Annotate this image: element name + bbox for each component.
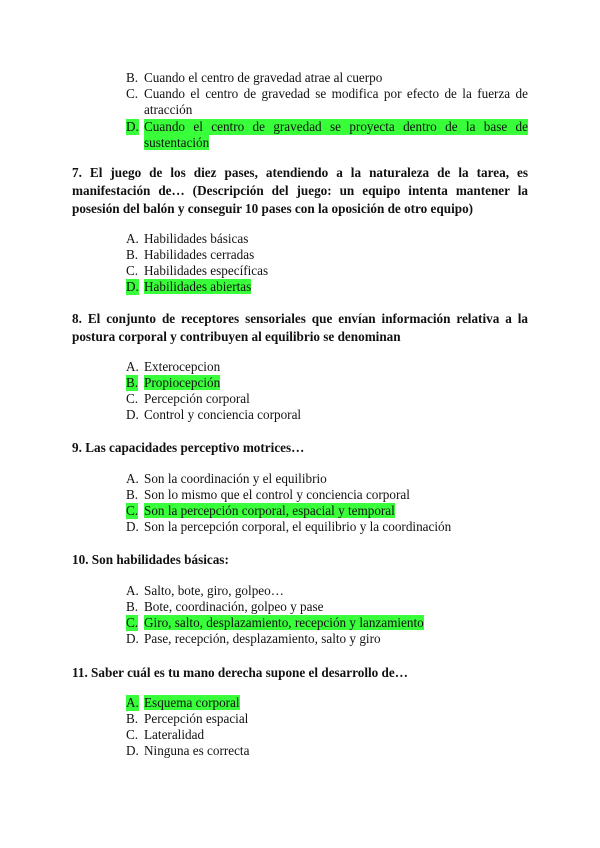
q10-option-d: D. Pase, recepción, desplazamiento, salto y giro	[126, 631, 381, 646]
q9-option-d: D. Son la percepción corporal, el equilibrio y la coordinación	[126, 519, 452, 534]
q11-option-b: B. Percepción espacial	[126, 711, 249, 726]
q7-option-d-correct: D. Habilidades abiertas	[126, 279, 252, 294]
q7-option-c: C. Habilidades específicas	[126, 263, 269, 278]
q6-option-c: C. Cuando el centro de gravedad se modifica por efecto de la fuerza de atracción	[126, 86, 528, 117]
q10-question: 10. Son habilidades básicas:	[72, 552, 229, 567]
q8-option-a: A. Exterocepcion	[126, 359, 221, 374]
q9-question: 9. Las capacidades perceptivo motrices…	[72, 440, 305, 455]
q11-option-c: C. Lateralidad	[126, 727, 205, 742]
q7-option-a: A. Habilidades básicas	[126, 231, 249, 246]
q8-question: 8. El conjunto de receptores sensoriales que envían información relativa a la postura corporal y contribuyen al equilibrio se denominan	[72, 311, 528, 344]
q8-option-d: D. Control y conciencia corporal	[126, 407, 302, 422]
q6-option-b: B. Cuando el centro de gravedad atrae al cuerpo	[126, 70, 383, 85]
q10-option-c-correct: C. Giro, salto, desplazamiento, recepción y lanzamiento	[126, 615, 424, 630]
q11-option-a-correct: A. Esquema corporal	[126, 695, 240, 710]
q8-option-c: C. Percepción corporal	[126, 391, 250, 406]
q10-option-b: B. Bote, coordinación, golpeo y pase	[126, 599, 324, 614]
q11-question: 11. Saber cuál es tu mano derecha supone el desarrollo de…	[72, 665, 408, 680]
q9-option-b: B. Son lo mismo que el control y conciencia corporal	[126, 487, 410, 502]
q8-option-b-correct: B. Propiocepción	[126, 375, 221, 390]
q6-option-d-correct: D. Cuando el centro de gravedad se proyecta dentro de la base de sustentación	[126, 119, 528, 150]
q9-option-c-correct: C. Son la percepción corporal, espacial y temporal	[126, 503, 395, 518]
q11-option-d: D. Ninguna es correcta	[126, 743, 250, 758]
q7-option-b: B. Habilidades cerradas	[126, 247, 255, 262]
q7-question: 7. El juego de los diez pases, atendiendo a la naturaleza de la tarea, es manifestación de… (Descripción del juego: un equipo intenta mantener la posesión del balón y conseguir 10 pases con la oposición de otro equipo)	[72, 165, 528, 216]
q10-option-a: A. Salto, bote, giro, golpeo…	[126, 583, 284, 598]
q9-option-a: A. Son la coordinación y el equilibrio	[126, 471, 327, 486]
